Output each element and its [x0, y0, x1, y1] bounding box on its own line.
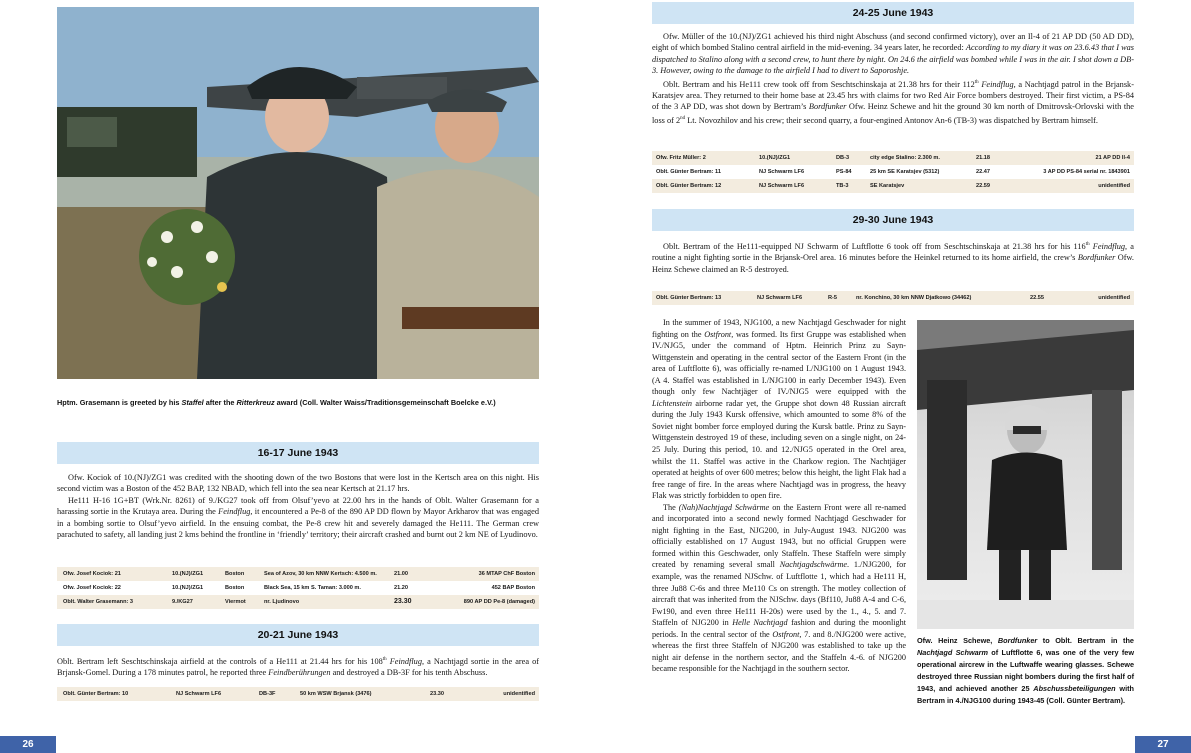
table-row: Oblt. Günter Bertram: 13 NJ Schwarm LF6 R-5 nr. Konchino, 30 km NNW Djatkowo (34462) 22.55 unidentified [652, 291, 1134, 305]
claims-table-16-17-june [57, 567, 539, 609]
page-number-right: 27 [1135, 736, 1191, 753]
claims-table-20-21-june [57, 687, 539, 701]
body-text-njg100-njg200: In the summer of 1943, NJG100, a new Nachtjagd Geschwader for night fighting on the Ostfront, was formed. Its first Gruppe was established when IV./NJG5, under the command of Hptm. Heinrich Prinz zu Sayn-Wittgenstein and operating in the central sector of the Eastern Front (in the area of Luftflotte 6), was officially re-named I./NJG100 on 1 August 1943. (A 4. Staffel was established in I./NJG100 in early December 1943). Even though only few Nachtjäger of IV./NJG5 were equipped with the Lichtenstein airborne radar yet, the Gruppe shot down 48 Russian aircraft during the July 1943 Kursk offensive, which amounted to some 8% of the Soviet night bomber force employed during the Kursk battle. Prinz zu Sayn-Wittgenstein destroyed 19 of these, including seven on a single night, on 24-25 July. During this period, 10. and 12./NJG5 operated in the Orel area, whilst the 11. Staffel was active in the Charkow region. The Nachtjäger operated at heights of over 600 metres; below this height, the light Flak had a free range of fire. In the areas where Nachtjagd was in progress, the heavy Flak was strictly forbidden to open fire. The (Nah)Nachtjagd Schwärme on the Eastern Front were all re-named and incorporated into a second newly formed Nachtjagd Geschwader for night fighting in the East, NJG200, in July-August 1943. NJG200 was officially established on 17 August 1943, but no official Gruppen were formed within this Geschwader, only Staffeln. These Staffeln were simply created by renaming several small Nachtjagdschwärme. 1./NJG200, for example, was the renamed NJSchw. of Luftflotte 1, which had a He111 H, three Ju88 C-6s and three Me110 Cs on strength. The motley collection of aircraft that was inherited from the NJSchw. days (Bf110, Ju88 A-4 and C-6, Fw190, and even three He111 H-20s) were used by the 1., 4., 5. and 7. Staffeln of NJG200 in Helle Nachtjagd fashion and during the moonlight periods. In the central sector of the Ostfront, 7. and 8./NJG200 were active, whereas the first three Staffeln of NJG200 was established to take up the night air defense in the northern sector, and the Staffeln 4.-6. of NJG200 became responsible for the Nachtjagd in the southern sector. [652, 318, 907, 674]
table-row: Oblt. Walter Grasemann: 3 9./KG27 Viermot nr. Ljudinovo 23.30 890 AP DD Pe-8 (damaged) [57, 595, 539, 609]
section-heading-24-25-june: 24-25 June 1943 [652, 2, 1134, 24]
color-photo-officers [57, 7, 539, 379]
section-heading-20-21-june: 20-21 June 1943 [57, 624, 539, 646]
section-heading-29-30-june: 29-30 June 1943 [652, 209, 1134, 231]
claims-table-29-30-june [652, 291, 1134, 305]
photo-caption-left: Hptm. Grasemann is greeted by his Staffel after the Ritterkreuz award (Coll. Walter Waiss/Traditionsgemeinschaft Boelcke e.V.) [57, 398, 496, 407]
photo-caption-right: Ofw. Heinz Schewe, Bordfunker to Oblt. Bertram in the Nachtjagd Schwarm of Luftflotte 6, was one of the very few operational aircrew in the Luftwaffe wearing glasses. Schewe destroyed three Russian night bombers during the first half of 1943, and achieved another 25 Abschussbeteiligungen with Bertram in 4./NJG100 during 1943-45 (Coll. Günter Bertram). [917, 636, 1134, 705]
claims-table-24-25-june [652, 151, 1134, 193]
right-page [596, 0, 1191, 753]
photo-illustration [917, 320, 1134, 629]
photo-illustration [57, 7, 539, 379]
table-row: Oblt. Günter Bertram: 12 NJ Schwarm LF6 TB-3 SE Karatsjev 22.59 unidentified [652, 179, 1134, 193]
bw-photo-airman [917, 320, 1134, 629]
page-number-left: 26 [0, 736, 56, 753]
section-body-29-30-june: Oblt. Bertram of the He111-equipped NJ Schwarm of Luftflotte 6 took off from Seschtschinskaja at 21.38 hrs for his 116th Feindflug, a routine a night fighting sortie in the Brjansk-Orel area. 16 minutes before the Heinkel returned to its home airfield, the crew’s Bordfunker Ofw. Heinz Schewe claimed an R-5 destroyed. [652, 241, 1134, 274]
table-row: Ofw. Fritz Müller: 2 10.(NJ)/ZG1 DB-3 city edge Stalino: 2.300 m. 21.18 21 AP DD Il-4 [652, 151, 1134, 165]
table-row: Oblt. Günter Bertram: 10 NJ Schwarm LF6 DB-3F 50 km WSW Brjansk (3476) 23.30 unidentified [57, 687, 539, 701]
table-row: Ofw. Josef Kociok: 22 10.(NJ)/ZG1 Boston Black Sea, 15 km S. Taman: 3.000 m. 21.20 452 BAP Boston [63, 585, 535, 591]
section-body-16-17-june: Ofw. Kociok of 10.(NJ)/ZG1 was credited with the shooting down of the two Bostons that were lost in the Kertsch area on this night. His second victim was a Boston of the 452 BAP, 132 NBAD, which fell into the sea near Kertsch at 21.17 hrs. He111 H-16 1G+BT (Wrk.Nr. 8261) of 9./KG27 took off from Olsuf’yevo at 22.00 hrs in the hands of Oblt. Walter Grasemann for a harassing sortie in the Krutaya area. During the Feindflug, it encountered a Pe-8 of the 890 AP DD flown by Mayor Arkharov that was engaged in a bombing sortie to Olsuf’yevo airfield. In the ensuing combat, the Pe-8 crew hit and severely damaged the He111. The German crew parachuted to safety, all landing just 2 kms behind the frontline in ‘friendly’ territory; their aircraft crashed and burnt out 2 km NE of Lyudinovo. [57, 473, 539, 540]
section-heading-16-17-june: 16-17 June 1943 [57, 442, 539, 464]
section-body-24-25-june: Ofw. Müller of the 10.(NJ)/ZG1 achieved his third night Abschuss (and second confirmed victory), over an Il-4 of 21 AP DD (50 AD DD), eight of which bombed Stalino central airfield in the mid-evening. 34 years later, he recorded: According to my diary it was on 23.6.43 that I was dispatched to Stalino along with a second crew, to hunt there by night. On 24.6 the airfield was bombed while I was in the air. I shot down a DB-3. However, owing to the damage to the airfield I had to divert to Saporoshje. Oblt. Bertram and his He111 crew took off from Seschtschinskaja at 21.38 hrs for their 112th Feindflug, a Nachtjagd patrol in the Brjansk-Karatsjev area. They returned to their home base at 23.45 hrs with claims for two Red Air Force bombers destroyed. Their first victim, a PS-84 of the 3 AP DD, was shot down by Bertram’s Bordfunker Ofw. Heinz Schewe and hit the ground 30 km north of Dmitrovsk-Orlovski with the loss of 2nd Lt. Novozhilov and his crew; their second quarry, a four-engined Antonov An-6 (TB-3) was dispatched by Bertram himself. [652, 32, 1134, 125]
table-row: Oblt. Günter Bertram: 11 NJ Schwarm LF6 PS-84 25 km SE Karatsjev (5312) 22.47 3 AP DD PS-84 serial nr. 1843901 [656, 169, 1130, 175]
section-body-20-21-june: Oblt. Bertram left Seschtschinskaja airfield at the controls of a He111 at 21.44 hrs for his 108th Feindflug, a Nachtjagd sortie in the area of Brjansk-Gomel. During a 178 minutes patrol, he reported three Feindberührungen and destroyed a DB-3F for his tenth Abschuss. [57, 656, 539, 678]
table-row: Ofw. Josef Kociok: 21 10.(NJ)/ZG1 Boston Sea of Azov, 30 km NNW Kertsch: 4.500 m. 21.00 36 MTAP ChF Boston [57, 567, 539, 581]
